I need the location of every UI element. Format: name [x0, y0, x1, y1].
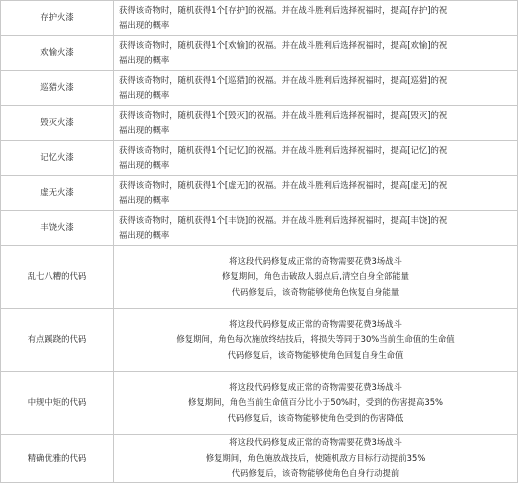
- curio-name: 有点蹊跷的代码: [1, 309, 114, 372]
- curio-description: [114, 246, 518, 309]
- curio-name: 巡猎火漆: [1, 71, 114, 106]
- description-line: 福出现的概率: [119, 90, 170, 100]
- description-line: 福出现的概率: [119, 195, 170, 205]
- description-line: 代码修复后，该奇物能够使角色自身行动提前: [231, 468, 400, 479]
- curio-name: 记忆火漆: [1, 141, 114, 176]
- curio-description: [114, 71, 518, 106]
- description-line: 将这段代码修复成正常的奇物需要花费3场战斗: [229, 381, 402, 392]
- table-row: [1, 309, 518, 372]
- description-line: 修复期间，角色击破敌人弱点后,清空自身全部能量: [222, 271, 409, 282]
- table-row: [1, 211, 518, 246]
- table-row: [1, 71, 518, 106]
- table-row: [1, 435, 518, 483]
- table-row: [1, 36, 518, 71]
- curio-name: 虚无火漆: [1, 176, 114, 211]
- table-row: [1, 106, 518, 141]
- curio-name: 精确优雅的代码: [1, 435, 114, 483]
- curio-name: 存护火漆: [1, 1, 114, 36]
- description-line: 获得该奇物时，随机获得1个[虚无]的祝福。并在战斗胜利后选择祝福时，提高[虚无]的祝: [119, 179, 448, 190]
- description-line: 获得该奇物时，随机获得1个[存护]的祝福。并在战斗胜利后选择祝福时，提高[存护]的祝: [119, 4, 448, 15]
- description-line: 将这段代码修复成正常的奇物需要花费3场战斗: [229, 318, 402, 329]
- curio-description: [114, 106, 518, 141]
- description-line: 将这段代码修复成正常的奇物需要花费3场战斗: [229, 255, 402, 266]
- description-line: 福出现的概率: [119, 125, 170, 135]
- curio-description: [114, 435, 518, 483]
- curio-description: [114, 372, 518, 435]
- table-row: [1, 1, 518, 36]
- table-row: [1, 176, 518, 211]
- curio-description: [114, 36, 518, 71]
- description-line: 福出现的概率: [119, 20, 170, 30]
- description-line: 修复期间，角色当前生命值百分比小于50%时，受到的伤害提高35%: [188, 397, 443, 408]
- table-row: [1, 141, 518, 176]
- curio-description: [114, 141, 518, 176]
- curio-description: [114, 1, 518, 36]
- description-line: 代码修复后，该奇物能够使角色恢复自身能量: [231, 286, 400, 297]
- table-row: [1, 372, 518, 435]
- curio-name: 乱七八糟的代码: [1, 246, 114, 309]
- description-line: 福出现的概率: [119, 160, 170, 170]
- description-line: 将这段代码修复成正常的奇物需要花费3场战斗: [229, 437, 402, 448]
- curio-name: 丰饶火漆: [1, 211, 114, 246]
- description-line: 修复期间，角色施放战技后，使随机敌方目标行动提前35%: [205, 452, 426, 463]
- curio-description: [114, 211, 518, 246]
- description-line: 获得该奇物时，随机获得1个[毁灭]的祝福。并在战斗胜利后选择祝福时，提高[毁灭]的祝: [119, 109, 448, 120]
- curio-name: 毁灭火漆: [1, 106, 114, 141]
- description-line: 获得该奇物时，随机获得1个[记忆]的祝福。并在战斗胜利后选择祝福时，提高[记忆]的祝: [119, 144, 448, 155]
- curio-description: [114, 176, 518, 211]
- description-line: 获得该奇物时，随机获得1个[欢愉]的祝福。并在战斗胜利后选择祝福时，提高[欢愉]的祝: [119, 39, 448, 50]
- description-line: 福出现的概率: [119, 230, 170, 240]
- description-line: 修复期间，角色每次施放终结技后，将损失等同于30%当前生命值的生命值: [176, 334, 455, 345]
- table-row: [1, 246, 518, 309]
- description-line: 福出现的概率: [119, 55, 170, 65]
- description-line: 代码修复后，该奇物能够使角色受到的伤害降低: [227, 412, 404, 423]
- curio-name: 欢愉火漆: [1, 36, 114, 71]
- description-line: 获得该奇物时，随机获得1个[巡猎]的祝福。并在战斗胜利后选择祝福时，提高[巡猎]的祝: [119, 74, 448, 85]
- description-line: 获得该奇物时，随机获得1个[丰饶]的祝福。并在战斗胜利后选择祝福时，提高[丰饶]的祝: [119, 214, 448, 225]
- description-line: 代码修复后，该奇物能够使角色回复自身生命值: [227, 349, 404, 360]
- curio-name: 中规中矩的代码: [1, 372, 114, 435]
- curio-description: [114, 309, 518, 372]
